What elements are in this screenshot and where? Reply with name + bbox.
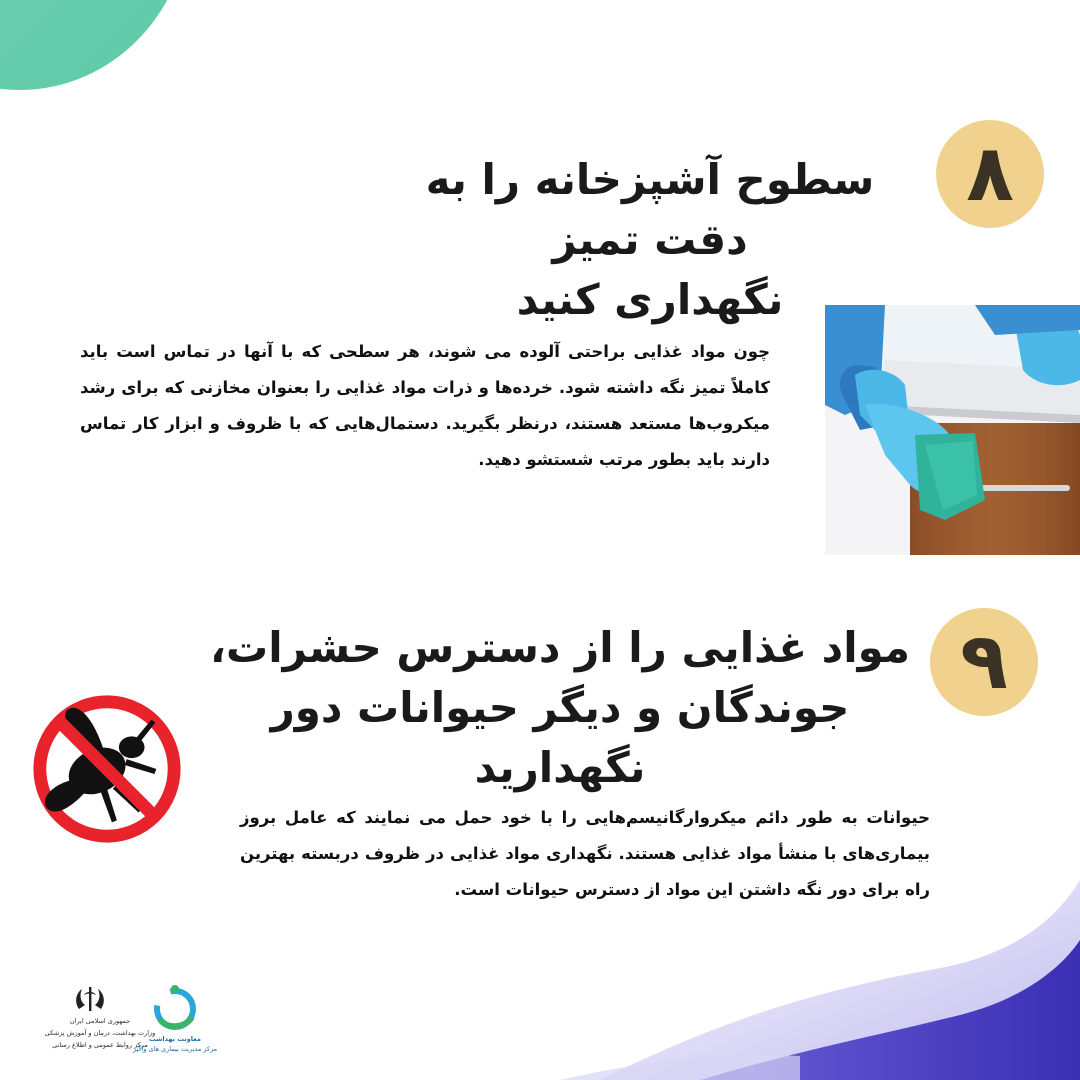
tip9-number: ۹ [960,617,1008,707]
tip9-number-badge [930,608,1038,716]
tip8-title-line1: سطوح آشپزخانه را به دقت تمیز [425,155,875,264]
health-line1: معاونت بهداشت [149,1035,201,1043]
tip9-title-line2: جوندگان و دیگر حیوانات دور نگهدارید [270,683,850,792]
no-fly-icon [28,690,186,848]
cleaning-counter-photo [825,305,1080,555]
ministry-line2: وزارت بهداشت، درمان و آموزش پزشکی [44,1029,156,1037]
tip8-title-line2: نگهداری کنید [516,275,784,324]
corner-decoration [0,0,190,90]
health-line2: مرکز مدیریت بیماری های واگیر [132,1045,218,1053]
tip8-body: چون مواد غذایی براحتی آلوده می شوند، هر سطحی که با آنها در تماس است باید کاملاً تمیز نگه داشته شود. خرده‌ها و ذرات مواد غذایی را بعنوان مخازنی که برای رشد میکروب‌ها مستعد هستند، درنظر بگیرید. دستمال‌هایی که با ظروف و ابزار کار تماس دارند باید بطور مرتب شستشو دهید. [80,342,770,469]
tip8-number-badge [936,120,1044,228]
tip8-title [380,150,920,330]
tip8-number: ۸ [966,129,1014,219]
ministry-of-health-logo [40,985,156,1060]
ministry-line1: جمهوری اسلامی ایران [69,1017,131,1025]
tip9-title-line1: مواد غذایی را از دسترس حشرات، [210,623,910,672]
health-deputy-logo [132,983,218,1058]
tip9-title [210,618,910,798]
ministry-line3: مرکز روابط عمومی و اطلاع رسانی [52,1041,148,1049]
tip9-body: حیوانات به طور دائم میکروارگانیسم‌هایی را با خود حمل می نمایند که عامل بروز بیماری‌های با منشأ مواد غذایی هستند. نگهداری مواد غذایی در ظروف دربسته بهترین راه برای دور نگه داشتن این مواد از دسترس حیوانات است. [240,808,930,899]
